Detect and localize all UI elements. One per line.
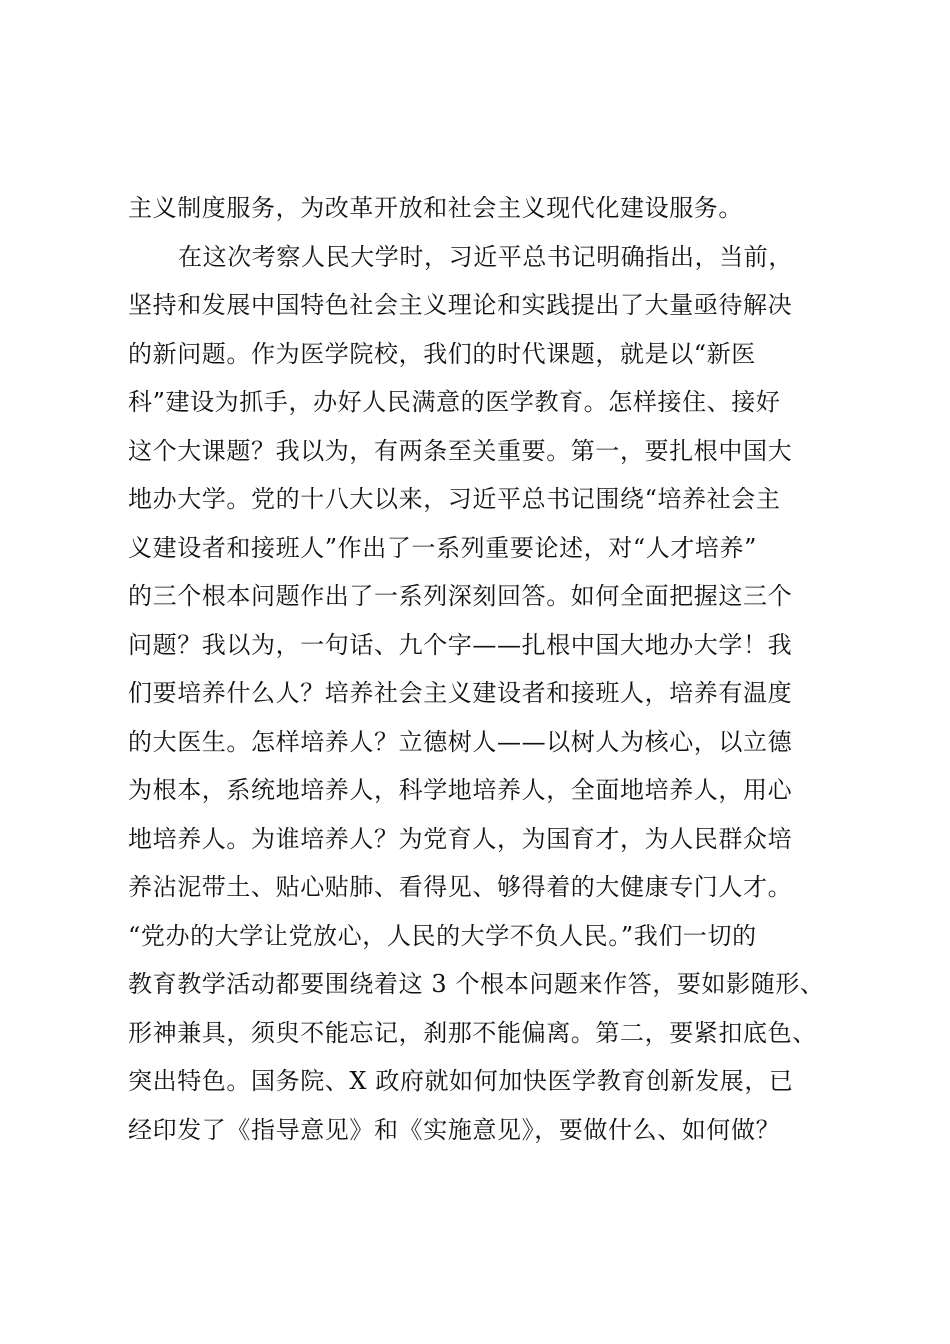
text-line: 教育教学活动都要围绕着这 3 个根本问题来作答，要如影随形、: [128, 970, 825, 998]
text-line: 经印发了《指导意见》和《实施意见》，要做什么、如何做？: [128, 1115, 781, 1144]
body-text: [128, 184, 848, 1154]
text-line: 突出特色。国务院、X 政府就如何加快医学教育创新发展，已: [128, 1067, 794, 1095]
text-line: 的三个根本问题作出了一系列深刻回答。如何全面把握这三个: [128, 582, 793, 610]
text-line: 形神兼具，须臾不能忘记，刹那不能偏离。第二，要紧扣底色、: [128, 1018, 817, 1047]
text-line: 这个大课题？我以为，有两条至关重要。第一，要扎根中国大: [128, 436, 793, 465]
text-line: 地培养人。为谁培养人？为党育人，为国育才，为人民群众培: [128, 824, 793, 853]
text-line: “党办的大学让党放心，人民的大学不负人民。”我们一切的: [128, 921, 757, 950]
text-line: 义建设者和接班人”作出了一系列重要论述，对“人才培养”: [128, 533, 758, 562]
text-line: 们要培养什么人？培养社会主义建设者和接班人，培养有温度: [128, 679, 793, 707]
text-line: 养沾泥带土、贴心贴肺、看得见、够得着的大健康专门人才。: [128, 873, 793, 901]
text-line: 为根本，系统地培养人，科学地培养人，全面地培养人，用心: [128, 776, 793, 804]
text-line: 坚持和发展中国特色社会主义理论和实践提出了大量亟待解决: [128, 291, 793, 319]
text-line: 在这次考察人民大学时，习近平总书记明确指出，当前，: [178, 242, 793, 271]
text-line: 地办大学。党的十八大以来，习近平总书记围绕“培养社会主: [128, 485, 781, 513]
text-line: 主义制度服务，为改革开放和社会主义现代化建设服务。: [128, 194, 743, 222]
text-line: 科”建设为抓手，办好人民满意的医学教育。怎样接住、接好: [128, 388, 781, 416]
text-line: 问题？我以为，一句话、九个字——扎根中国大地办大学！我: [128, 630, 793, 659]
text-line: 的新问题。作为医学院校，我们的时代课题，就是以“新医: [128, 339, 756, 368]
text-line: 的大医生。怎样培养人？立德树人——以树人为核心，以立德: [128, 727, 793, 756]
